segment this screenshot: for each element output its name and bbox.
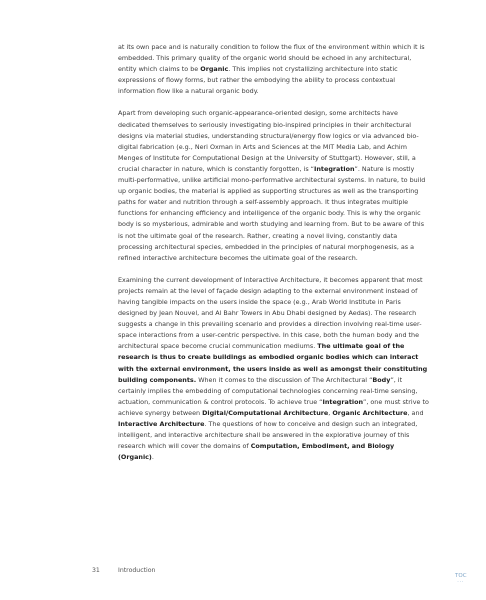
bold-term: Integration: [314, 164, 355, 173]
bold-term: Organic Architecture: [332, 408, 408, 417]
text-run: ,: [328, 408, 333, 417]
bold-term: Interactive Architecture: [118, 420, 205, 428]
bold-term: Body: [372, 375, 391, 384]
bold-term: Integration: [322, 397, 364, 406]
bold-term: Computation, Embodiment, and Biology (Organic): [118, 442, 395, 462]
page-footer: [92, 567, 155, 574]
section-name: Introduction: [118, 567, 156, 574]
toc-link[interactable]: [455, 573, 467, 584]
bold-term: Organic: [200, 65, 229, 74]
page-number: 31: [92, 567, 100, 574]
text-run: ”, it certainly implies the embedding of computational technologies concerning real-time sensing, actuation, communication & control protocols. To achieve true “: [118, 375, 418, 406]
text-run: ”, one must strive to achieve synergy between: [118, 397, 429, 417]
paragraph-2: [118, 108, 430, 263]
text-run: , and: [407, 408, 424, 417]
text-run: Apart from developing such organic-appearance-oriented design, some architects have dedicated themselves to seriously investigating bio-inspired principles in their architectural designs via material studies, understanding structural/energy flow logics or via advanced bio-digital fabrication (e.g., Neri Oxman in Arts and Sciences at the MIT Media Lab, and Achim Menges of Institute for Computational Design at the University of Stuttgart). However, still, a crucial character in nature, which is constantly forgotten, is “: [118, 109, 419, 173]
text-run: . The questions of how to conceive and design such an integrated, intelligent, and interactive architecture shall be answered in the explorative journey of this research which will cover the domains of: [118, 420, 418, 451]
text-run: When it comes to the discussion of The Architectural “: [196, 375, 373, 384]
paragraph-1: [118, 42, 430, 97]
toc-dots-icon: ···: [457, 579, 465, 584]
text-run: ”. Nature is mostly multi-performative, unlike artificial mono-performative architectural systems. In nature, to build up organic bodies, the material is applied as supporting structures as well as the transporting paths for water and nutrition through a self-assembly approach. It thus integrates multiple functions for enhancing efficiency and intelligence of the organic body. This is why the organic body is so mysterious, admirable and worth studying and learning from. But to be aware of this is not the ultimate goal of the research. Rather, creating a novel living, constantly data processing architectural species, embedded in the principles of natural morphogenesis, as a refined interactive architecture becomes the ultimate goal of the research.: [118, 164, 426, 262]
body-text: [118, 42, 430, 474]
paragraph-3: [118, 275, 430, 464]
text-run: . This implies not crystallizing architecture into static expressions of flowy forms, but rather the embodying the ability to process contextual information flow like a natural organic body.: [118, 65, 398, 96]
text-run: at its own pace and is naturally condition to follow the flux of the environment within which it is embedded. This primary quality of the organic world should be echoed in any architectural, entity which claims to be: [118, 43, 425, 74]
toc-label: TOC: [455, 573, 467, 579]
bold-statement: The ultimate goal of the research is thus to create buildings as embodied organic bodies which can interact with the external environment, the users inside as well as amongst their constituting building components.: [118, 342, 428, 384]
text-run: Examining the current development of Interactive Architecture, it becomes apparent that most projects remain at the level of façade design adapting to the external environment instead of having tangible impacts on the users inside the space (e.g., Arab World Institute in Paris designed by Jean Nouvel, and Al Bahr Towers in Abu Dhabi designed by Aedas). The research suggests a change in this prevailing scenario and provides a direction involving real-time user-space interactions from a user-centric perspective. In this case, both the human body and the architectural space become crucial communication mediums.: [118, 275, 423, 351]
text-run: .: [151, 453, 154, 462]
bold-term: Digital/Computational Architecture: [202, 408, 329, 417]
